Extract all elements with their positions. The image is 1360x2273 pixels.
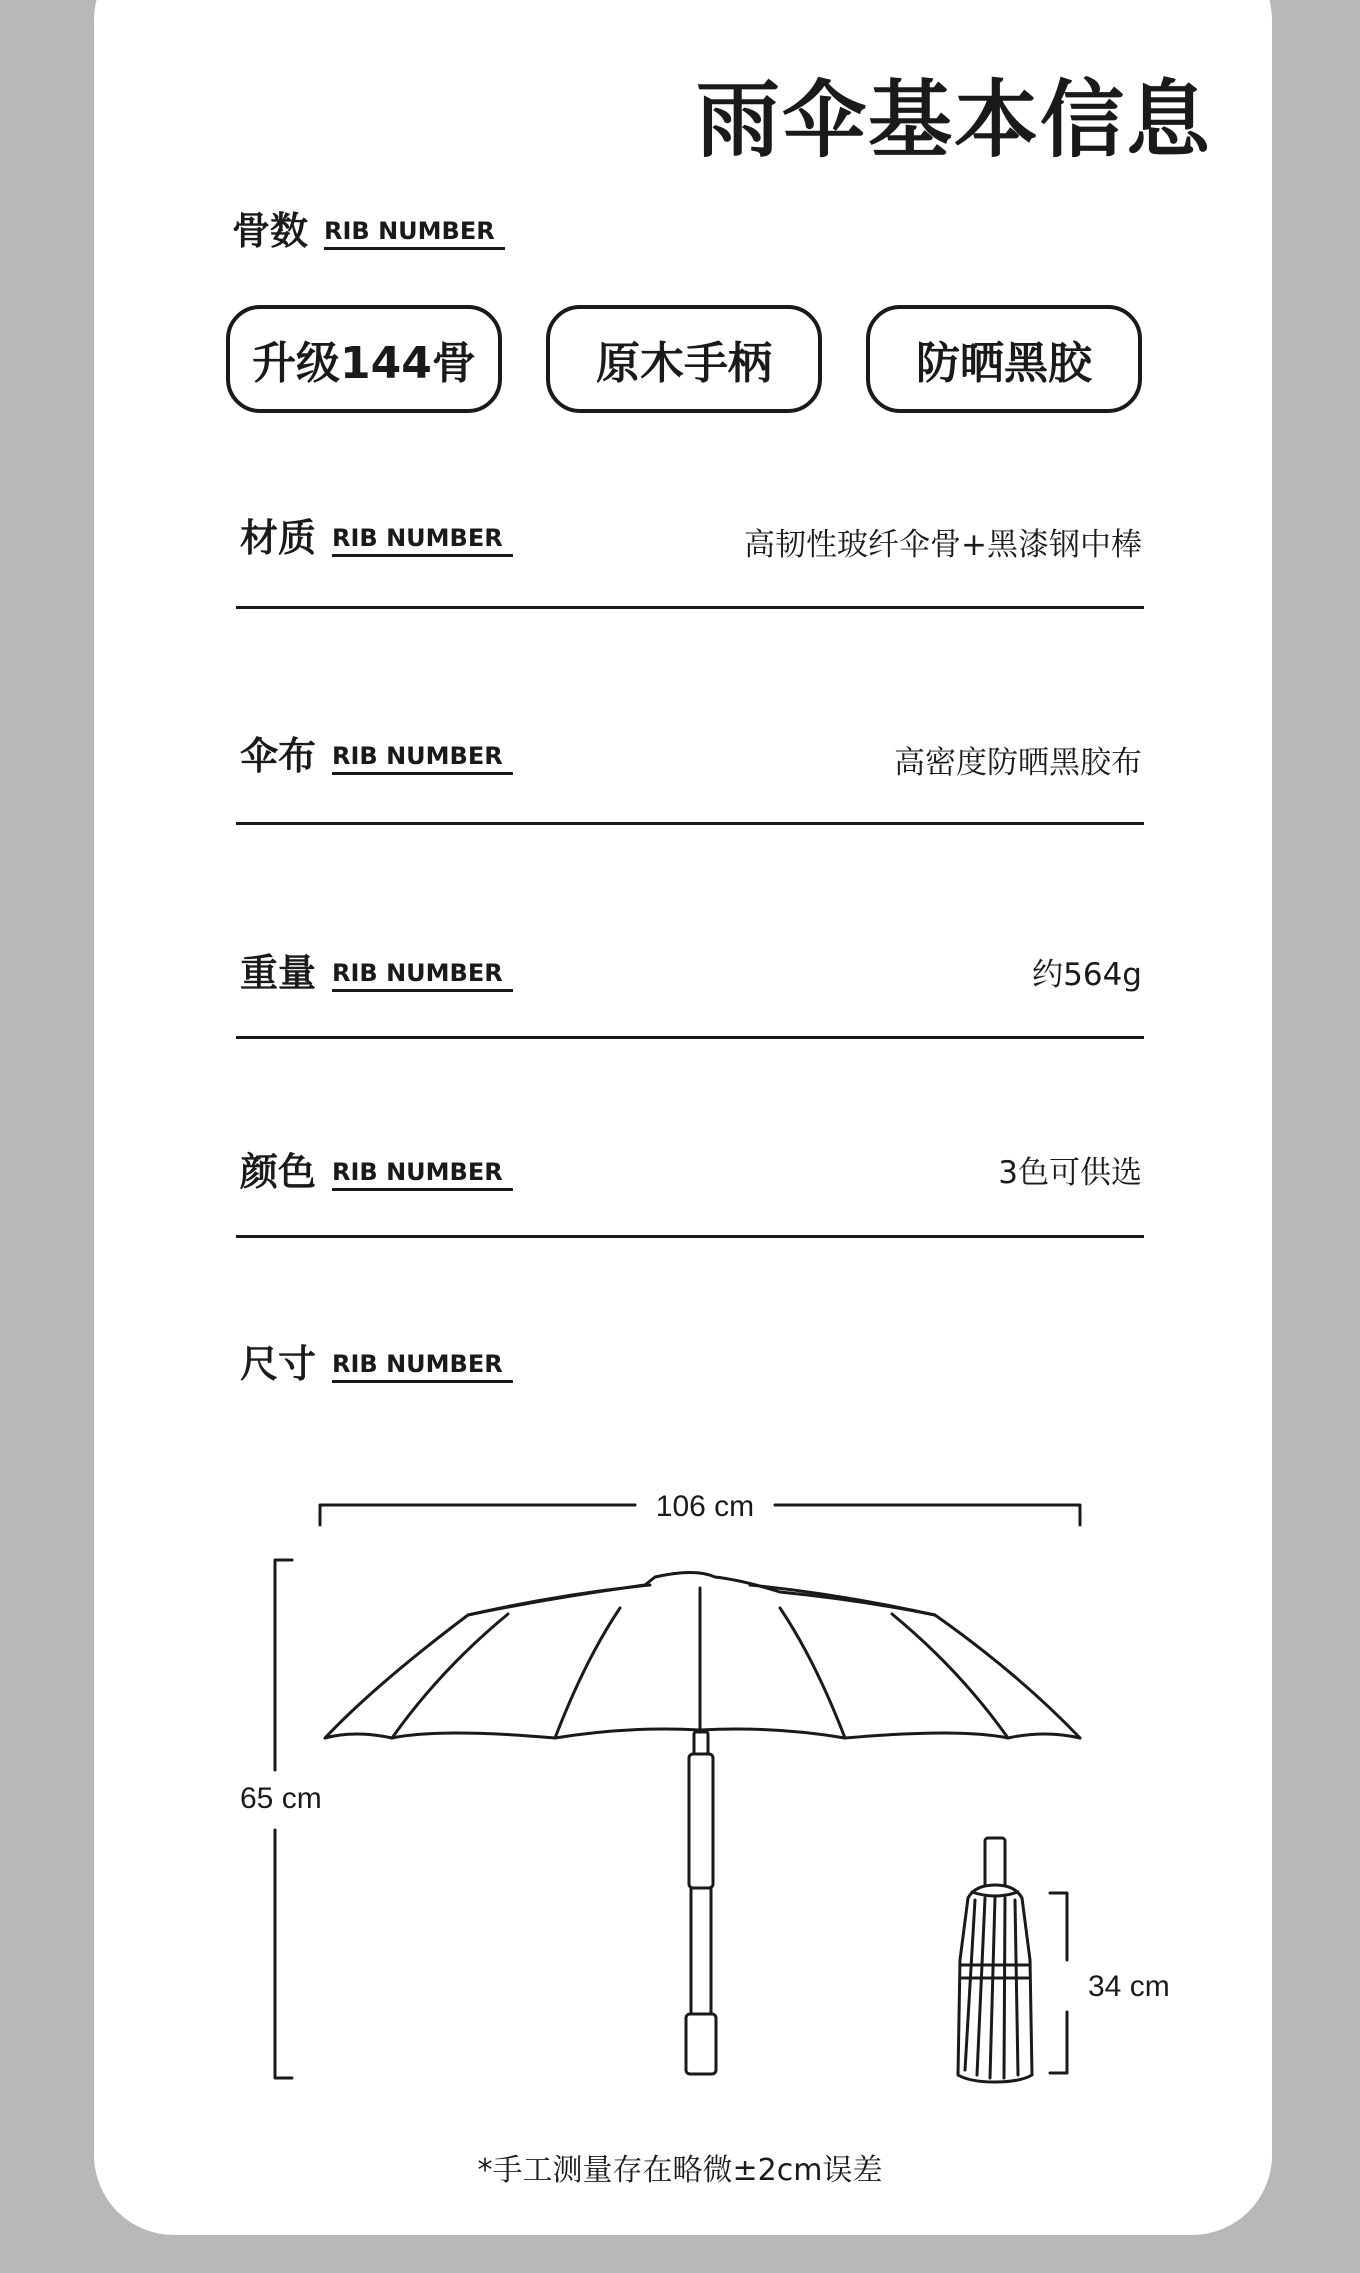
- folded-dimension-line: [1050, 2012, 1067, 2073]
- weight-label-cn: 重量: [240, 951, 317, 995]
- size-label-cn: 尺寸: [240, 1342, 317, 1386]
- material-label-en: RIB NUMBER: [332, 526, 513, 557]
- footnote: *手工测量存在略微±2cm误差: [477, 2153, 883, 2188]
- height-dimension-line: [275, 1830, 292, 2078]
- weight-value: 约564g: [1032, 957, 1142, 993]
- canopy-label-cn: 伞布: [240, 734, 317, 778]
- tag-wood-handle: 原木手柄: [546, 305, 822, 413]
- color-label-en: RIB NUMBER: [332, 1160, 513, 1191]
- tag-rib-count: 升级144骨: [226, 305, 502, 413]
- width-dimension-line: [320, 1505, 635, 1525]
- size-label-en: RIB NUMBER: [332, 1352, 513, 1383]
- width-label: 106 cm: [655, 1490, 755, 1523]
- tag-uv-coating: 防晒黑胶: [866, 305, 1142, 413]
- width-dimension-line: [775, 1505, 1080, 1525]
- canopy-value: 高密度防晒黑胶布: [894, 745, 1142, 781]
- folded-umbrella-icon: [958, 1838, 1032, 2082]
- height-dimension-line: [275, 1560, 292, 1770]
- folded-label: 34 cm: [1088, 1970, 1170, 2003]
- rib-label-en: RIB NUMBER: [324, 219, 505, 250]
- material-value: 高韧性玻纤伞骨+黑漆钢中棒: [744, 527, 1142, 563]
- color-label-cn: 颜色: [240, 1150, 317, 1194]
- page-title: 雨伞基本信息: [695, 71, 1212, 169]
- weight-label-en: RIB NUMBER: [332, 961, 513, 992]
- color-value: 3色可供选: [998, 1155, 1142, 1191]
- rib-label-cn: 骨数: [232, 209, 309, 253]
- height-label: 65 cm: [240, 1782, 322, 1815]
- canopy-label-en: RIB NUMBER: [332, 744, 513, 775]
- material-label-cn: 材质: [240, 516, 317, 560]
- folded-dimension-line: [1050, 1893, 1067, 1960]
